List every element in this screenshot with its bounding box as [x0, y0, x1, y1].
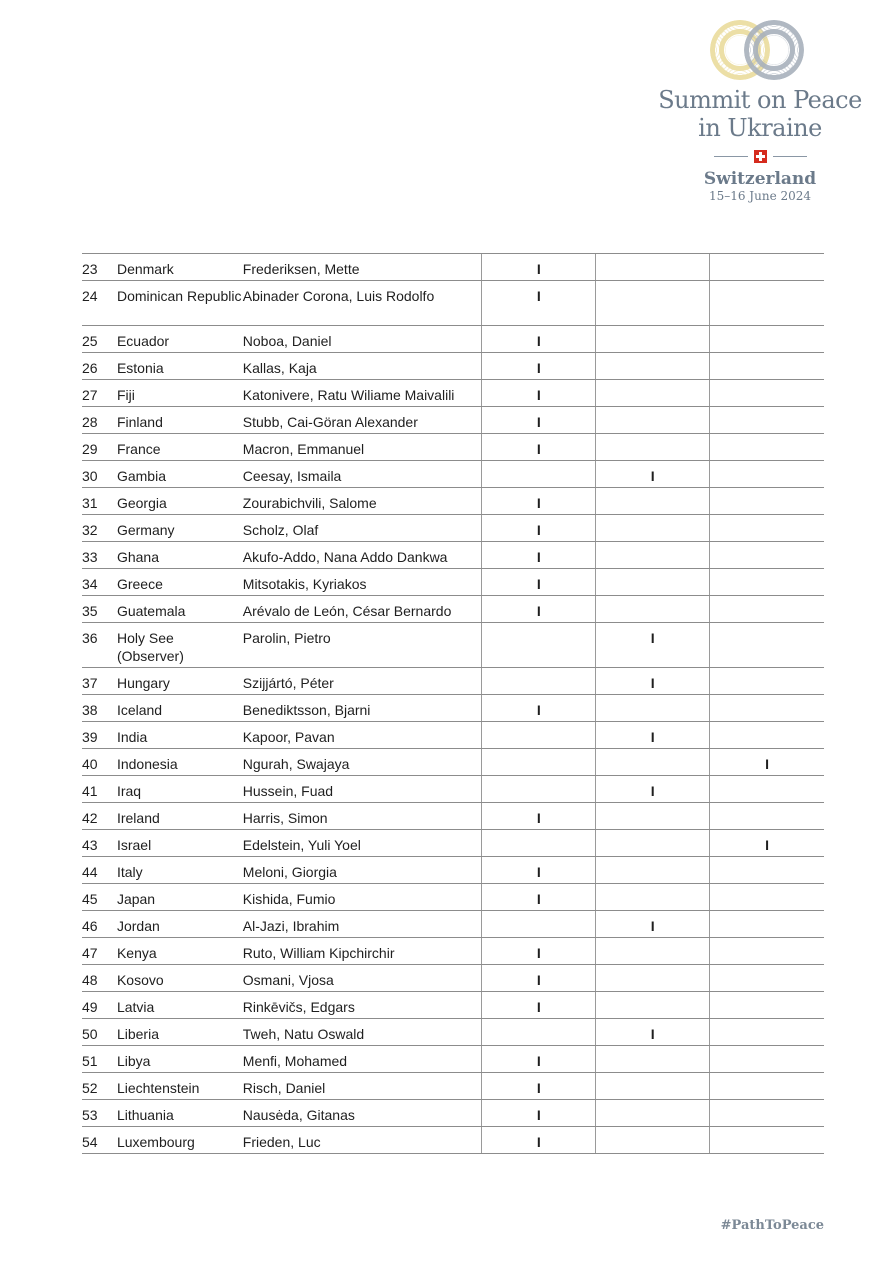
- delegate-name-cell: Zourabichvili, Salome: [242, 495, 377, 511]
- row-number: 44: [82, 864, 98, 880]
- table-row: [82, 830, 824, 857]
- delegate-name-cell: Arévalo de León, César Bernardo: [242, 603, 452, 619]
- participation-mark-col2: [595, 434, 709, 460]
- participation-mark-col1: I: [481, 857, 595, 883]
- country-cell: Finland: [116, 414, 163, 430]
- participation-mark-col3: [709, 407, 824, 433]
- table-row: [82, 1073, 824, 1100]
- grey-ring-icon: [744, 20, 804, 80]
- delegate-name-cell: Risch, Daniel: [242, 1080, 326, 1096]
- row-number: 50: [82, 1026, 98, 1042]
- row-number: 53: [82, 1107, 98, 1123]
- participation-mark-col3: [709, 353, 824, 379]
- row-number: 32: [82, 522, 98, 538]
- row-number: 39: [82, 729, 98, 745]
- delegate-name-cell: Menfi, Mohamed: [242, 1053, 348, 1069]
- country-cell: Hungary: [116, 675, 170, 691]
- participation-mark-col1: I: [481, 569, 595, 595]
- row-number: 33: [82, 549, 98, 565]
- delegate-name-cell: Macron, Emmanuel: [242, 441, 365, 457]
- participation-mark-col2: [595, 857, 709, 883]
- country-cell: Israel: [116, 837, 152, 853]
- participation-mark-col2: I: [595, 911, 709, 937]
- participation-mark-col1: I: [481, 488, 595, 514]
- delegate-name-cell: Kallas, Kaja: [242, 360, 317, 376]
- participation-mark-col1: I: [481, 1100, 595, 1126]
- participation-mark-col1: I: [481, 515, 595, 541]
- participation-mark-col2: [595, 326, 709, 352]
- participation-mark-col3: [709, 695, 824, 721]
- participation-mark-col2: [595, 830, 709, 856]
- table-row: [82, 515, 824, 542]
- participation-mark-col3: [709, 722, 824, 748]
- divider-line: [714, 156, 748, 157]
- row-number: 23: [82, 261, 98, 277]
- participation-mark-col1: [481, 749, 595, 775]
- table-row: [82, 281, 824, 326]
- participation-mark-col3: [709, 281, 824, 325]
- title-line-2: in Ukraine: [698, 114, 822, 142]
- country-cell: Dominican Republic: [116, 288, 242, 304]
- participation-mark-col3: [709, 857, 824, 883]
- participation-mark-col3: [709, 938, 824, 964]
- delegate-name-cell: Kapoor, Pavan: [242, 729, 335, 745]
- participation-mark-col3: [709, 326, 824, 352]
- participation-mark-col3: [709, 1073, 824, 1099]
- delegate-name-cell: Hussein, Fuad: [242, 783, 334, 799]
- row-number: 30: [82, 468, 98, 484]
- row-number: 34: [82, 576, 98, 592]
- row-number: 37: [82, 675, 98, 691]
- country-cell: Ghana: [116, 549, 159, 565]
- participation-mark-col2: [595, 884, 709, 910]
- participants-table: [82, 253, 824, 1154]
- delegate-name-cell: Harris, Simon: [242, 810, 328, 826]
- country-cell: France: [116, 441, 161, 457]
- delegate-name-cell: Ngurah, Swajaya: [242, 756, 350, 772]
- table-row: [82, 911, 824, 938]
- participation-mark-col1: I: [481, 254, 595, 280]
- participation-mark-col2: [595, 515, 709, 541]
- country-cell: Italy: [116, 864, 143, 880]
- participation-mark-col1: I: [481, 596, 595, 622]
- participation-mark-col1: [481, 1019, 595, 1045]
- delegate-name-cell: Stubb, Cai-Göran Alexander: [242, 414, 418, 430]
- delegate-name-cell: Frederiksen, Mette: [242, 261, 360, 277]
- country-cell: Fiji: [116, 387, 135, 403]
- table-row: [82, 488, 824, 515]
- row-number: 52: [82, 1080, 98, 1096]
- participation-mark-col1: I: [481, 380, 595, 406]
- table-row: [82, 407, 824, 434]
- participation-mark-col1: I: [481, 965, 595, 991]
- participation-mark-col2: [595, 803, 709, 829]
- country-cell: Kosovo: [116, 972, 164, 988]
- country-cell: Estonia: [116, 360, 164, 376]
- country-cell: Greece: [116, 576, 163, 592]
- country-cell: Ireland: [116, 810, 160, 826]
- participation-mark-col1: I: [481, 695, 595, 721]
- participation-mark-col1: [481, 668, 595, 694]
- participation-mark-col3: I: [709, 830, 824, 856]
- country-cell: India: [116, 729, 148, 745]
- country-cell: Iraq: [116, 783, 142, 799]
- country-cell: Georgia: [116, 495, 167, 511]
- participation-mark-col3: I: [709, 749, 824, 775]
- delegate-name-cell: Al-Jazi, Ibrahim: [242, 918, 340, 934]
- participation-mark-col2: I: [595, 461, 709, 487]
- row-number: 43: [82, 837, 98, 853]
- participation-mark-col3: [709, 668, 824, 694]
- country-cell: Lithuania: [116, 1107, 174, 1123]
- participation-mark-col2: [595, 1127, 709, 1153]
- row-number: 51: [82, 1053, 98, 1069]
- delegate-name-cell: Rinkēvičs, Edgars: [242, 999, 355, 1015]
- table-row: [82, 668, 824, 695]
- delegate-name-cell: Nausėda, Gitanas: [242, 1107, 355, 1123]
- participation-mark-col3: [709, 254, 824, 280]
- participation-mark-col3: [709, 542, 824, 568]
- table-row: [82, 857, 824, 884]
- table-row: [82, 749, 824, 776]
- participation-mark-col3: [709, 776, 824, 802]
- participation-mark-col1: I: [481, 1046, 595, 1072]
- participation-mark-col3: [709, 1127, 824, 1153]
- table-row: [82, 254, 824, 281]
- participation-mark-col2: [595, 380, 709, 406]
- participation-mark-col2: I: [595, 623, 709, 667]
- participation-mark-col1: [481, 830, 595, 856]
- row-number: 47: [82, 945, 98, 961]
- interlocking-rings-icon: [640, 14, 880, 86]
- participation-mark-col2: [595, 1073, 709, 1099]
- participation-mark-col1: [481, 911, 595, 937]
- title-line-1: Summit on Peace: [658, 86, 862, 114]
- row-number: 29: [82, 441, 98, 457]
- country-cell: Japan: [116, 891, 156, 907]
- table-row: [82, 938, 824, 965]
- table-row: [82, 722, 824, 749]
- participation-mark-col1: [481, 722, 595, 748]
- participation-mark-col2: I: [595, 1019, 709, 1045]
- participation-mark-col2: [595, 695, 709, 721]
- row-number: 24: [82, 288, 98, 304]
- flag-divider: [640, 150, 880, 163]
- participation-mark-col1: I: [481, 1073, 595, 1099]
- participation-mark-col1: I: [481, 1127, 595, 1153]
- participation-mark-col3: [709, 461, 824, 487]
- host-country: Switzerland: [703, 169, 817, 189]
- participation-mark-col1: I: [481, 281, 595, 325]
- country-cell: Germany: [116, 522, 175, 538]
- delegate-name-cell: Mitsotakis, Kyriakos: [242, 576, 367, 592]
- delegate-name-cell: Abinader Corona, Luis Rodolfo: [242, 288, 435, 304]
- participation-mark-col2: [595, 254, 709, 280]
- summit-dates: 15–16 June 2024: [708, 189, 812, 203]
- table-row: [82, 776, 824, 803]
- delegate-name-cell: Edelstein, Yuli Yoel: [242, 837, 361, 853]
- delegate-name-cell: Ruto, William Kipchirchir: [242, 945, 395, 961]
- country-cell: Indonesia: [116, 756, 178, 772]
- table-row: [82, 992, 824, 1019]
- participation-mark-col2: I: [595, 776, 709, 802]
- swiss-flag-icon: [754, 150, 767, 163]
- participation-mark-col2: [595, 569, 709, 595]
- row-number: 45: [82, 891, 98, 907]
- country-cell: Liechtenstein: [116, 1080, 200, 1096]
- participation-mark-col1: I: [481, 407, 595, 433]
- table-row: [82, 380, 824, 407]
- delegate-name-cell: Ceesay, Ismaila: [242, 468, 342, 484]
- delegate-name-cell: Akufo-Addo, Nana Addo Dankwa: [242, 549, 448, 565]
- row-number: 31: [82, 495, 98, 511]
- country-cell: Iceland: [116, 702, 163, 718]
- participation-mark-col1: I: [481, 992, 595, 1018]
- country-cell: Holy See (Observer): [116, 630, 184, 664]
- participation-mark-col1: I: [481, 938, 595, 964]
- table-row: [82, 1019, 824, 1046]
- table-row: [82, 623, 824, 668]
- participation-mark-col3: [709, 569, 824, 595]
- participation-mark-col2: [595, 281, 709, 325]
- delegate-name-cell: Kishida, Fumio: [242, 891, 336, 907]
- participation-mark-col3: [709, 380, 824, 406]
- participation-mark-col3: [709, 596, 824, 622]
- delegate-name-cell: Noboa, Daniel: [242, 333, 332, 349]
- table-row: [82, 434, 824, 461]
- row-number: 49: [82, 999, 98, 1015]
- divider-line: [773, 156, 807, 157]
- summit-logo: [640, 14, 880, 204]
- table-row: [82, 542, 824, 569]
- table-row: [82, 695, 824, 722]
- participation-mark-col3: [709, 515, 824, 541]
- delegate-name-cell: Meloni, Giorgia: [242, 864, 337, 880]
- participation-mark-col3: [709, 911, 824, 937]
- participation-mark-col2: [595, 1046, 709, 1072]
- delegate-name-cell: Parolin, Pietro: [242, 630, 331, 646]
- participation-mark-col2: [595, 938, 709, 964]
- participation-mark-col1: [481, 461, 595, 487]
- table-row: [82, 1046, 824, 1073]
- delegate-name-cell: Benediktsson, Bjarni: [242, 702, 371, 718]
- row-number: 46: [82, 918, 98, 934]
- participation-mark-col3: [709, 884, 824, 910]
- participation-mark-col2: [595, 353, 709, 379]
- participation-mark-col3: [709, 1100, 824, 1126]
- participation-mark-col1: I: [481, 884, 595, 910]
- country-cell: Luxembourg: [116, 1134, 195, 1150]
- row-number: 26: [82, 360, 98, 376]
- table-row: [82, 884, 824, 911]
- table-row: [82, 461, 824, 488]
- row-number: 38: [82, 702, 98, 718]
- country-cell: Guatemala: [116, 603, 186, 619]
- table-row: [82, 1100, 824, 1127]
- participation-mark-col2: [595, 542, 709, 568]
- table-row: [82, 803, 824, 830]
- row-number: 36: [82, 630, 98, 646]
- participation-mark-col2: [595, 488, 709, 514]
- participation-mark-col3: [709, 434, 824, 460]
- hashtag-footer: #PathToPeace: [720, 1218, 824, 1233]
- participation-mark-col3: [709, 623, 824, 667]
- country-cell: Kenya: [116, 945, 157, 961]
- country-cell: Gambia: [116, 468, 166, 484]
- country-cell: Liberia: [116, 1026, 159, 1042]
- participation-mark-col1: I: [481, 542, 595, 568]
- country-cell: Latvia: [116, 999, 155, 1015]
- country-cell: Ecuador: [116, 333, 170, 349]
- participation-mark-col2: [595, 965, 709, 991]
- participation-mark-col1: [481, 623, 595, 667]
- participation-mark-col2: [595, 596, 709, 622]
- participation-mark-col3: [709, 965, 824, 991]
- row-number: 35: [82, 603, 98, 619]
- country-cell: Jordan: [116, 918, 160, 934]
- participation-mark-col2: [595, 1100, 709, 1126]
- participation-mark-col3: [709, 1019, 824, 1045]
- participation-mark-col3: [709, 803, 824, 829]
- delegate-name-cell: Tweh, Natu Oswald: [242, 1026, 365, 1042]
- participation-mark-col3: [709, 992, 824, 1018]
- delegate-name-cell: Osmani, Vjosa: [242, 972, 334, 988]
- table-row: [82, 965, 824, 992]
- participation-mark-col1: I: [481, 434, 595, 460]
- row-number: 28: [82, 414, 98, 430]
- row-number: 40: [82, 756, 98, 772]
- participation-mark-col1: I: [481, 326, 595, 352]
- delegate-name-cell: Szijjártó, Péter: [242, 675, 334, 691]
- participation-mark-col3: [709, 1046, 824, 1072]
- delegate-name-cell: Scholz, Olaf: [242, 522, 319, 538]
- table-row: [82, 569, 824, 596]
- participation-mark-col1: I: [481, 353, 595, 379]
- row-number: 41: [82, 783, 98, 799]
- participation-mark-col2: [595, 992, 709, 1018]
- row-number: 54: [82, 1134, 98, 1150]
- summit-title: [640, 86, 880, 142]
- country-cell: Libya: [116, 1053, 151, 1069]
- participation-mark-col2: [595, 407, 709, 433]
- row-number: 48: [82, 972, 98, 988]
- participation-mark-col2: I: [595, 668, 709, 694]
- table-row: [82, 353, 824, 380]
- participation-mark-col3: [709, 488, 824, 514]
- participation-mark-col2: [595, 749, 709, 775]
- participation-mark-col1: I: [481, 803, 595, 829]
- row-number: 42: [82, 810, 98, 826]
- row-number: 27: [82, 387, 98, 403]
- participation-mark-col1: [481, 776, 595, 802]
- table-row: [82, 326, 824, 353]
- participation-mark-col2: I: [595, 722, 709, 748]
- delegate-name-cell: Frieden, Luc: [242, 1134, 321, 1150]
- country-cell: Denmark: [116, 261, 174, 277]
- table-row: [82, 596, 824, 623]
- delegate-name-cell: Katonivere, Ratu Wiliame Maivalili: [242, 387, 455, 403]
- table-row: [82, 1127, 824, 1154]
- row-number: 25: [82, 333, 98, 349]
